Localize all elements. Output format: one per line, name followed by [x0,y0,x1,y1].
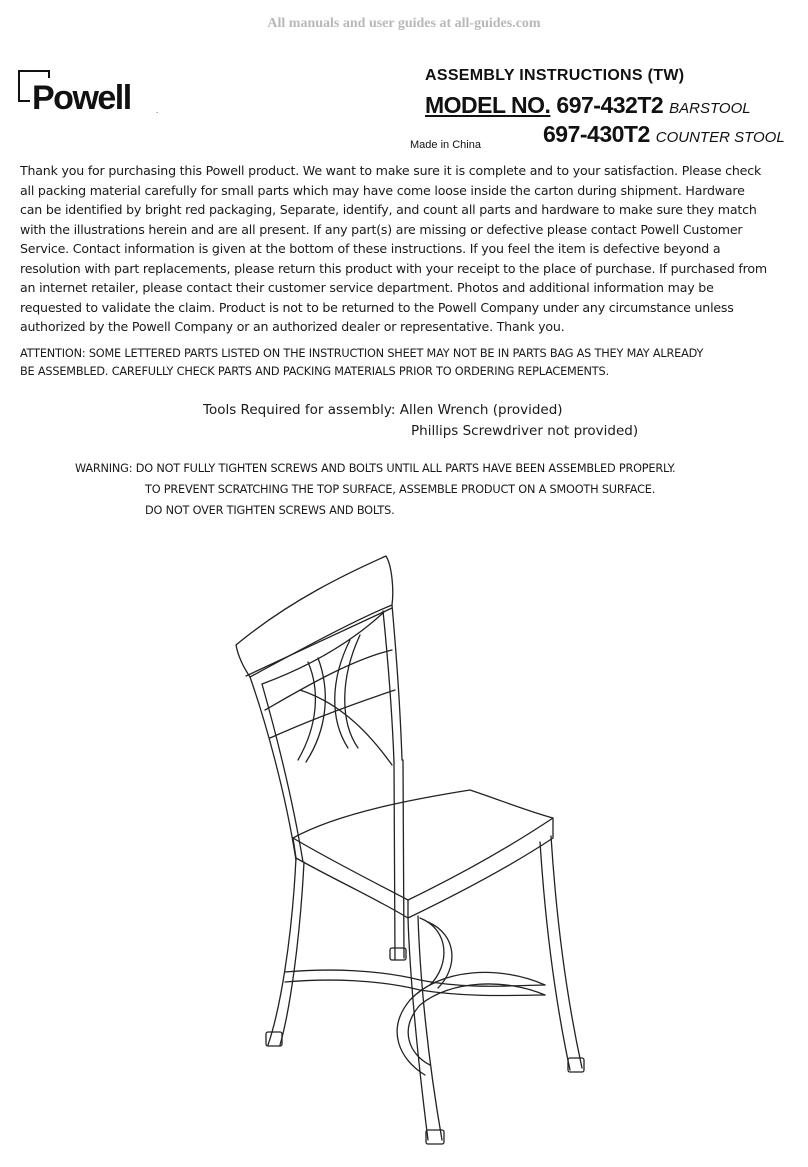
tool-item: Phillips Screwdriver not provided) [411,423,639,439]
intro-line: all packing material carefully for small parts which may have come loose inside the carton during shipment. Hardware [20,182,745,198]
warning-line: TO PREVENT SCRATCHING THE TOP SURFACE, ASSEMBLE PRODUCT ON A SMOOTH SURFACE. [145,483,656,496]
logo-mark: . [156,106,159,115]
model-number: 697-432T2 [556,92,664,118]
tools-required [203,400,638,442]
tool-item: Allen Wrench (provided) [399,402,563,418]
intro-line: requested to validate the claim. Product is not to be returned to the Powell Company under any circumstance unless [20,299,734,315]
attention-notice [20,345,790,381]
model-description: COUNTER STOOL [655,129,785,146]
intro-line: Service. Contact information is given at the bottom of these instructions. If you feel the item is defective beyond a [20,241,721,256]
watermark: All manuals and user guides at all-guides.com [267,16,541,31]
assembly-title: ASSEMBLY INSTRUCTIONS (TW) [425,67,685,84]
model-row-2 [543,121,785,148]
made-in-label: Made in China [410,139,481,151]
model-row-1 [425,92,751,119]
barstool-line-drawing [0,540,808,1160]
model-description: BARSTOOL [669,100,751,117]
intro-paragraph [20,161,790,337]
intro-line: an internet retailer, please contact their customer service department. Photos and additional information may be [20,280,714,295]
intro-line: resolution with part replacements, please return this product with your receipt to the place of purchase. If purchased from [20,260,767,276]
warning-label: WARNING: [75,462,133,475]
intro-line: can be identified by bright red packaging, Separate, identify, and count all parts and hardware to make sure they match [20,202,757,217]
intro-line: authorized by the Powell Company or an authorized dealer or representative. Thank you. [20,319,565,334]
warning-line: DO NOT FULLY TIGHTEN SCREWS AND BOLTS UNTIL ALL PARTS HAVE BEEN ASSEMBLED PROPERLY. [135,462,676,475]
warning-notice [75,458,675,521]
logo-text: Powell [32,79,131,117]
attention-line: BE ASSEMBLED. CAREFULLY CHECK PARTS AND PACKING MATERIALS PRIOR TO ORDERING REPLACEMENTS. [20,365,609,378]
powell-logo [18,70,168,122]
intro-line: Thank you for purchasing this Powell product. We want to make sure it is complete and to your satisfaction. Please check [20,163,762,178]
model-number: 697-430T2 [543,121,650,147]
intro-line: with the illustrations herein and are all present. If any part(s) are missing or defective please contact Powell Customer [20,221,743,237]
model-label: MODEL NO. [425,92,551,118]
attention-line: ATTENTION: SOME LETTERED PARTS LISTED ON THE INSTRUCTION SHEET MAY NOT BE IN PARTS BAG AS THEY MAY ALREADY [20,347,704,360]
tools-label: Tools Required for assembly: [203,402,396,418]
warning-line: DO NOT OVER TIGHTEN SCREWS AND BOLTS. [145,504,395,517]
